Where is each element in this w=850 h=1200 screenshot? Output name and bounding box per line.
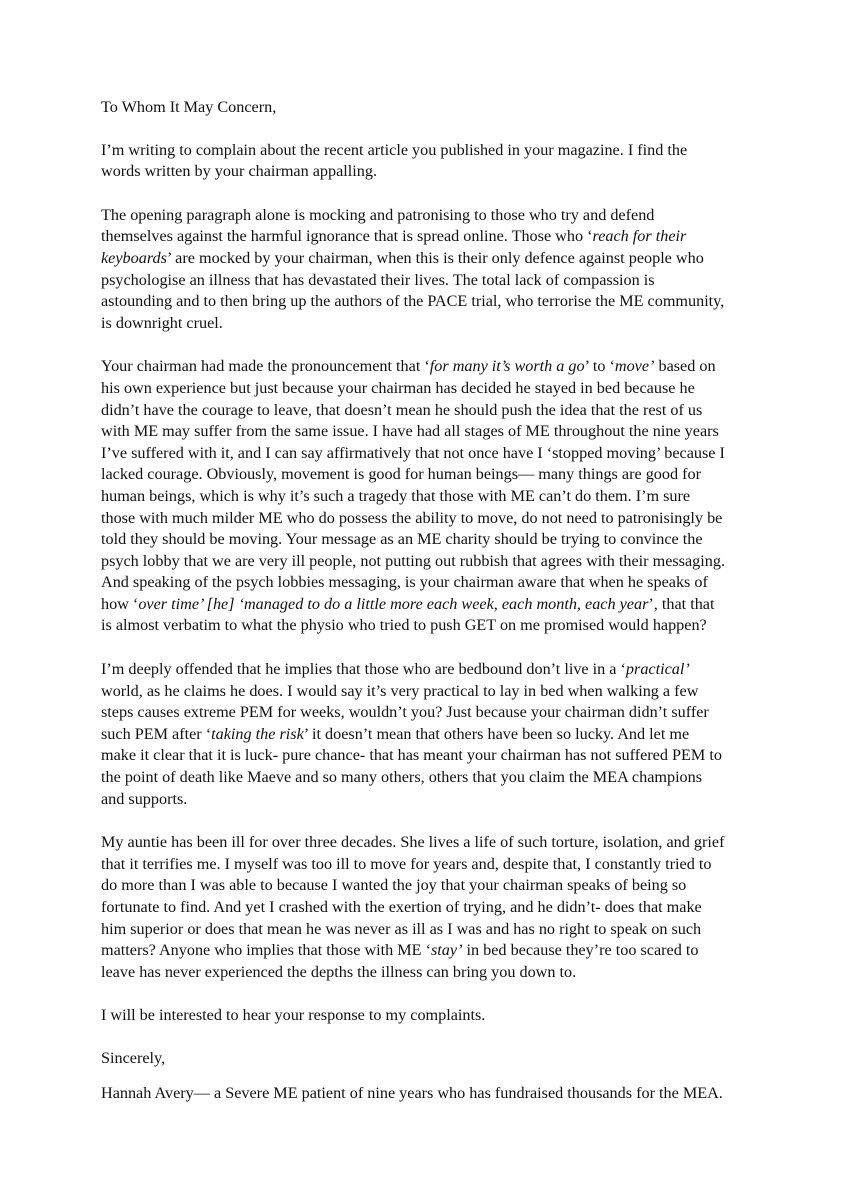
paragraph-3-quote-move: move’: [614, 357, 655, 376]
paragraph-3-text-b: ’ to ‘: [584, 357, 615, 376]
paragraph-4: [101, 659, 726, 810]
signoff: Sincerely,: [101, 1048, 166, 1067]
paragraph-5-text-b: in bed because they’re too scared to leave has never experienced the depths the illness can bring you down to.: [101, 941, 699, 981]
signature: Hannah Avery— a Severe ME patient of nine years who has fundraised thousands for the MEA.: [101, 1083, 723, 1102]
paragraph-2-quote-keyboards: reach for their keyboards: [101, 227, 687, 267]
paragraph-4-text-a: I’m deeply offended that he implies that those who are bedbound don’t live in a ‘: [101, 660, 626, 679]
closing-line: I will be interested to hear your response to my complaints.: [101, 1006, 486, 1025]
paragraph-1: I’m writing to complain about the recent article you published in your magazine. I find the words written by your chairman appalling.: [101, 140, 688, 181]
paragraph-2: [101, 205, 726, 335]
paragraph-3-quote-over-time: over time’ [he] ‘managed to do a little more each week, each month, each year: [138, 594, 649, 613]
paragraph-3: [101, 356, 726, 637]
paragraph-2-text-a: The opening paragraph alone is mocking and patronising to those who try and defend themselves against the harmful ignorance that is spread online. Those who ‘: [101, 205, 655, 246]
paragraph-2-text-b: ’ are mocked by your chairman, when this is their only defence against people who psychologise an illness that has devastated their lives. The total lack of compassion is astounding and to then bring up the authors of the PACE trial, who terrorise the ME community, is downright cruel.: [101, 248, 725, 332]
paragraph-5-text-a: My auntie has been ill for over three decades. She lives a life of such torture, isolation, and grief that it terrifies me. I myself was too ill to move for years and, despite that, I constantly tried to do more than I was able to because I wanted the joy that your chairman speaks of being so fortunate to find. And yet I crashed with the exertion of trying, and he didn’t- does that make him superior or does that mean he was never as ill as I was and has no right to speak on such matters? Anyone who implies that those with ME ‘: [101, 833, 725, 960]
paragraph-4-quote-taking-the-risk: taking the risk: [211, 724, 304, 743]
paragraph-5: [101, 832, 726, 983]
paragraph-3-text-c: based on his own experience but just because your chairman has decided he stayed in bed because he didn’t have the courage to leave, that doesn’t mean he should push the idea that the rest of us with ME may suffer from the same issue. I have had all stages of ME throughout the nine years I’ve suffered with it, and I can say affirmatively that not once have I ‘stopped moving’ because I lacked courage. Obviously, movement is good for human beings— many things are good for human beings, which is why it’s such a tragedy that those with ME can’t do them. I’m sure those with much milder ME who do possess the ability to move, do not need to patronisingly be told they should be moving. Your message as an ME charity should be trying to convince the psych lobby that we are very ill people, not putting out rubbish that agrees with their messaging. And speaking of the psych lobbies messaging, is your chairman aware that when he speaks of how ‘: [101, 357, 725, 613]
paragraph-3-quote-worth-a-go: for many it’s worth a go: [429, 357, 585, 376]
paragraph-4-quote-practical: practical’: [625, 660, 690, 679]
paragraph-3-text-d: ’, that that is almost verbatim to what the physio who tried to push GET on me promised would happen?: [101, 594, 715, 635]
paragraph-3-text-a: Your chairman had made the pronouncement that ‘: [101, 357, 430, 376]
paragraph-4-text-c: ’ it doesn’t mean that others have been so lucky. And let me make it clear that it is luck- pure chance- that has meant your chairman has not suffered PEM to the point of death like Maeve and so many others, others that you claim the MEA champions and supports.: [101, 724, 722, 808]
paragraph-5-quote-stay: stay’: [431, 941, 463, 960]
paragraph-4-text-b: world, as he claims he does. I would say it’s very practical to lay in bed when walking a few steps causes extreme PEM for weeks, wouldn’t you? Just because your chairman didn’t suffer such PEM after ‘: [101, 681, 709, 743]
salutation: To Whom It May Concern,: [101, 98, 277, 116]
